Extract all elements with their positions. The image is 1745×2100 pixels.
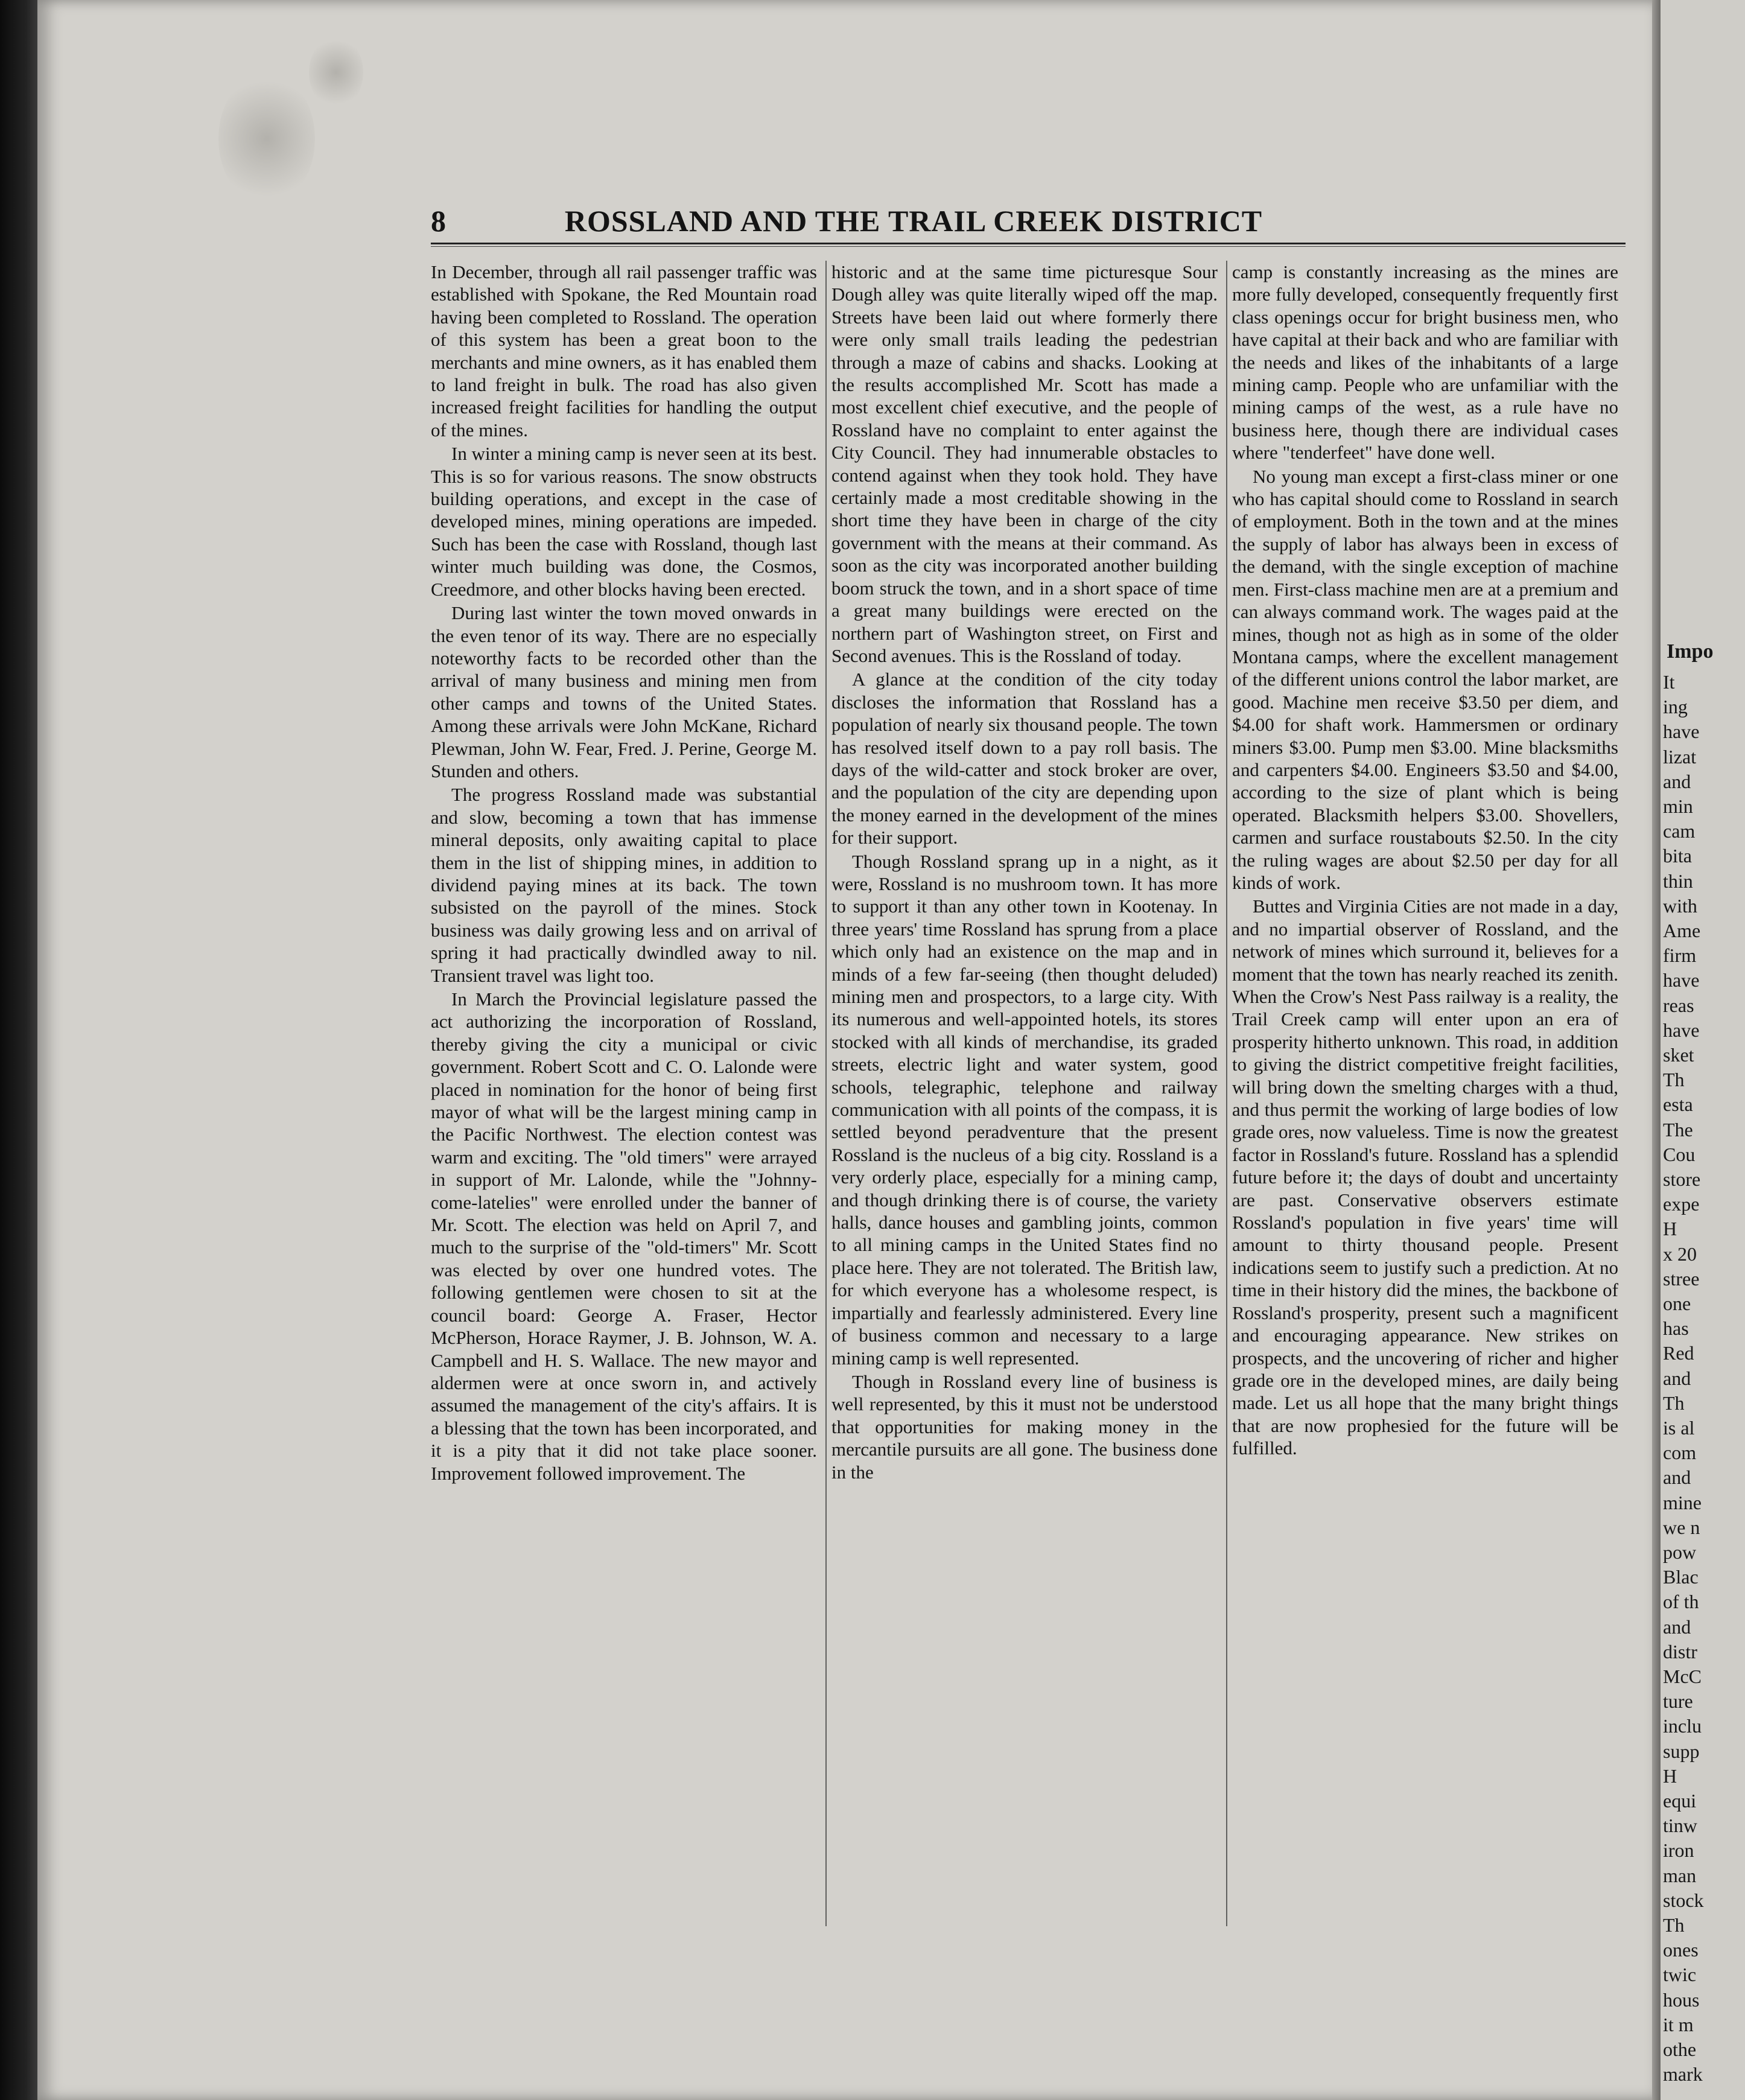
adjacent-page-line-fragment: lizat (1663, 745, 1697, 768)
paragraph: No young man except a first-class miner or one who has capital should come to Rossland in search of employment. Both in the town and at the mines the supply of labor has always been in excess of the demand, with the single exception of machine men. First-class machine men are at a premium and can always command work. The wages paid at the mines, though not as high as in some of the older Montana camps, where the excellent management of the different unions control the labor market, are good. Machine men receive $3.50 per diem, and $4.00 for shaft work. Hammersmen or ordinary miners $3.00. Pump men $3.00. Mine blacksmiths and carpenters $4.00. Engineers $3.50 and $4.00, according to the size of plant which is being operated. Blacksmith helpers $3.00. Shovellers, carmen and surface roustabouts $2.50. In the city the ruling wages are about $2.50 per day for all kinds of work. (1232, 465, 1618, 893)
paragraph: In March the Provincial legislature passed the act authorizing the incorporation of Rossland, thereby giving the city a municipal or civic government. Robert Scott and C. O. Lalonde were placed in nomination for the honor of being first mayor of what will be the largest mining camp in the Pacific Northwest. The election contest was warm and exciting. The "old timers" were arrayed in support of Mr. Lalonde, while the "Johnny-come-latelies" were enrolled under the banner of Mr. Scott. The election was held on April 7, and much to the surprise of the "old-timers" Mr. Scott was elected by over one hundred votes. The following gentlemen were chosen to sit at the council board: George A. Fraser, Hector McPherson, Horace Raymer, J. B. Johnson, W. A. Campbell and H. S. Wallace. The new mayor and aldermen were at once sworn in, and actively assumed the management of the city's affairs. It is a blessing that the town has been incorporated, and it is a pity that it did not take place sooner. Improvement followed improvement. The (431, 988, 817, 1484)
adjacent-page-heading-fragment: Impo (1667, 640, 1714, 663)
adjacent-page-line-fragment: tinw (1663, 1815, 1697, 1837)
text-column-2 (831, 261, 1218, 1926)
adjacent-page-line-fragment: The (1663, 1118, 1693, 1141)
adjacent-page-line-fragment: expe (1663, 1193, 1700, 1215)
adjacent-page-line-fragment: Ame (1663, 920, 1701, 941)
adjacent-page-line-fragment: and (1663, 1367, 1691, 1389)
header-rule (431, 243, 1626, 247)
adjacent-page-line-fragment: esta (1663, 1093, 1693, 1116)
adjacent-page-line-fragment: ture (1663, 1690, 1693, 1713)
adjacent-page-line-fragment: stree (1663, 1267, 1700, 1290)
adjacent-page-line-fragment: store (1663, 1168, 1701, 1190)
adjacent-page-line-fragment: hous (1663, 1988, 1700, 2011)
adjacent-page-line-fragment: ones (1663, 1939, 1699, 1961)
paragraph: Though in Rossland every line of business is well represented, by this it must not be understood that opportunities for making money in the mercantile pursuits are all gone. The business done in the (831, 1370, 1218, 1483)
adjacent-page-line-fragment: McC (1663, 1666, 1702, 1687)
adjacent-page-line-fragment: Cou (1663, 1143, 1696, 1165)
adjacent-page-line-fragment: twic (1663, 1964, 1697, 1986)
adjacent-page-line-fragment: man (1663, 1864, 1697, 1886)
adjacent-page-line-fragment: distr (1663, 1640, 1697, 1662)
adjacent-page-line-fragment: firm (1663, 944, 1697, 967)
adjacent-page-line-fragment: have (1663, 721, 1700, 743)
adjacent-page-line-fragment: iron (1663, 1839, 1694, 1862)
adjacent-page-line-fragment: reas (1663, 994, 1694, 1016)
adjacent-page-line-fragment: H (1663, 1218, 1677, 1240)
adjacent-page-line-fragment: It (1663, 671, 1675, 693)
paragraph: camp is constantly increasing as the mines are more fully developed, consequently frequently first class openings occur for bright business men, who have capital at their back and who are familiar with the needs and likes of the inhabitants of a large mining camp. People who are unfamiliar with the mining camps of the west, as a rule have no business here, though there are individual cases where "tenderfeet" have done well. (1232, 261, 1618, 463)
text-column-3 (1232, 261, 1618, 1926)
adjacent-page-line-fragment: sket (1663, 1044, 1694, 1066)
adjacent-page-line-fragment: one (1663, 1293, 1691, 1314)
adjacent-page-line-fragment: min (1663, 795, 1693, 817)
adjacent-page-line-fragment: Blac (1663, 1566, 1699, 1588)
adjacent-page-line-fragment: of th (1663, 1591, 1699, 1613)
adjacent-page-line-fragment: and (1663, 770, 1691, 792)
adjacent-page-line-fragment: othe (1663, 2038, 1697, 2060)
adjacent-page-line-fragment: we n (1663, 1516, 1700, 1538)
adjacent-page-line-fragment: Red (1663, 1342, 1694, 1364)
adjacent-page-line-fragment: and (1663, 1466, 1691, 1489)
adjacent-page-line-fragment: with (1663, 894, 1697, 917)
paragraph: Though Rossland sprang up in a night, as it were, Rossland is no mushroom town. It has more to support it than any other town in Kootenay. In three years' time Rossland has sprung from a place which only had an existence on the map and in minds of a few far-seeing (then thought deluded) mining men and prospectors, to a large city. With its numerous and well-appointed hotels, its stores stocked with all kinds of merchandise, its graded streets, electric light and water system, good schools, telegraphic, telephone and railway communication with all points of the compass, it is settled beyond peradventure that the present Rossland is the nucleus of a big city. Rossland is a very orderly place, especially for a mining camp, and though drinking there is of course, the variety halls, dance houses and gambling joints, common to all mining camps in the United States find no place here. They are not tolerated. The British law, for which everyone has a wholesome respect, is impartially and fearlessly administered. Every line of business common and necessary to a large mining camp is well represented. (831, 850, 1218, 1369)
adjacent-page-line-fragment: Th (1663, 1914, 1685, 1936)
paragraph: historic and at the same time picturesque Sour Dough alley was quite literally wiped off the map. Streets have been laid out where formerly there were only small trails leading the pedestrian through a maze of cabins and shacks. Looking at the results accomplished Mr. Scott has made a most excellent chief executive, and the people of Rossland have no complaint to enter against the City Council. They had innumerable obstacles to contend against when they took hold. They have certainly made a most creditable showing in the short time they have been in charge of the city government with the means at their command. As soon as the city was incorporated another building boom struck the town, and in a short space of time a great many buildings were erected on the northern part of Washington street, on First and Second avenues. This is the Rossland of today. (831, 261, 1218, 666)
paragraph: The progress Rossland made was substantial and slow, becoming a town that has immense mineral deposits, only awaiting capital to place them in the list of shipping mines, in addition to dividend paying mines at its back. The town subsisted on the payroll of the mines. Stock business was daily growing less and on arrival of spring it had practically dwindled away to nil. Transient travel was light too. (431, 784, 817, 986)
paragraph: In winter a mining camp is never seen at its best. This is so for various reasons. The snow obstructs building operations, and except in the case of developed mines, mining operations are impeded. Such has been the case with Rossland, though last winter much building was done, the Cosmos, Creedmore, and other blocks having been erected. (431, 443, 817, 600)
adjacent-page-line-fragment: have (1663, 1019, 1700, 1041)
page-number: 8 (431, 204, 446, 238)
adjacent-page-line-fragment: and (1663, 1615, 1691, 1638)
adjacent-page-line-fragment: stock (1663, 1889, 1704, 1911)
text-column-1 (431, 261, 817, 1926)
adjacent-page-line-fragment: equi (1663, 1790, 1697, 1812)
scan-border-left (0, 0, 37, 2100)
adjacent-page-line-fragment: is al (1663, 1417, 1695, 1439)
adjacent-page-line-fragment: x 20 (1663, 1242, 1697, 1265)
page-smudge (309, 36, 363, 109)
adjacent-page-edge (1661, 0, 1745, 2100)
adjacent-page-line-fragment: supp (1663, 1740, 1700, 1762)
paragraph: A glance at the condition of the city today discloses the information that Rossland has a population of nearly six thousand people. The town has resolved itself down to a pay roll basis. The days of the wild-catter and stock broker are over, and the population of the city are depending upon the money earned in the development of the mines for their support. (831, 669, 1218, 848)
page-smudge (218, 72, 315, 205)
adjacent-page-line-fragment: mine (1663, 1491, 1702, 1513)
adjacent-page-line-fragment: inclu (1663, 1715, 1702, 1737)
column-divider (1226, 261, 1227, 1926)
paragraph: During last winter the town moved onwards in the even tenor of its way. There are no especially noteworthy facts to be recorded other than the arrival of many business and mining men from other camps and towns of the United States. Among these arrivals were John McKane, Richard Plewman, John W. Fear, Fred. J. Perine, George M. Stunden and others. (431, 602, 817, 781)
adjacent-page-line-fragment: com (1663, 1442, 1697, 1464)
adjacent-page-line-fragment: pow (1663, 1541, 1697, 1563)
adjacent-page-line-fragment: cam (1663, 820, 1696, 842)
paragraph: In December, through all rail passenger traffic was established with Spokane, the Red Mountain road having been completed to Rossland. The operation of this system has been a great boon to the merchants and mine owners, as it has enabled them to land freight in bulk. The road has also given increased freight facilities for handling the output of the mines. (431, 261, 817, 441)
adjacent-page-line-fragment: thin (1663, 870, 1693, 892)
adjacent-page-line-fragment: it m (1663, 2013, 1694, 2035)
adjacent-page-line-fragment: mark (1663, 2063, 1703, 2086)
adjacent-page-line-fragment: ing (1663, 696, 1688, 718)
adjacent-page-line-fragment: Th (1663, 1392, 1685, 1414)
adjacent-page-line-fragment: Th (1663, 1069, 1685, 1091)
page-header (431, 200, 1348, 241)
adjacent-page-line-fragment: have (1663, 969, 1700, 991)
binding-gutter (1652, 0, 1661, 2100)
column-divider (825, 261, 827, 1926)
running-title: ROSSLAND AND THE TRAIL CREEK DISTRICT (564, 204, 1263, 238)
adjacent-page-line-fragment: H (1663, 1764, 1677, 1787)
adjacent-page-line-fragment: bita (1663, 845, 1692, 867)
paragraph: Buttes and Virginia Cities are not made in a day, and no impartial observer of Rossland, and the network of mines which surround it, believes for a moment that the town has nearly reached its zenith. When the Crow's Nest Pass railway is a reality, the Trail Creek camp will enter upon an era of prosperity hitherto unknown. This road, in addition to giving the district competitive freight facilities, will bring down the smelting charges with a thud, and thus permit the working of large bodies of low grade ores, now valueless. Time is now the greatest factor in Rossland's future. Rossland has a splendid future before it; the days of doubt and uncertainty are past. Conservative observers estimate Rossland's population in five years' time will amount to thirty thousand people. Present indications seem to justify such a prediction. At no time in their history did the mines, the backbone of Rossland's prosperity, present such a magnificent and encouraging appearance. New strikes on prospects, and the uncovering of richer and higher grade ore in the developed mines, are daily being made. Let us all hope that the many bright things that are now prophesied for the future will be fulfilled. (1232, 896, 1618, 1459)
adjacent-page-line-fragment: has (1663, 1317, 1689, 1340)
